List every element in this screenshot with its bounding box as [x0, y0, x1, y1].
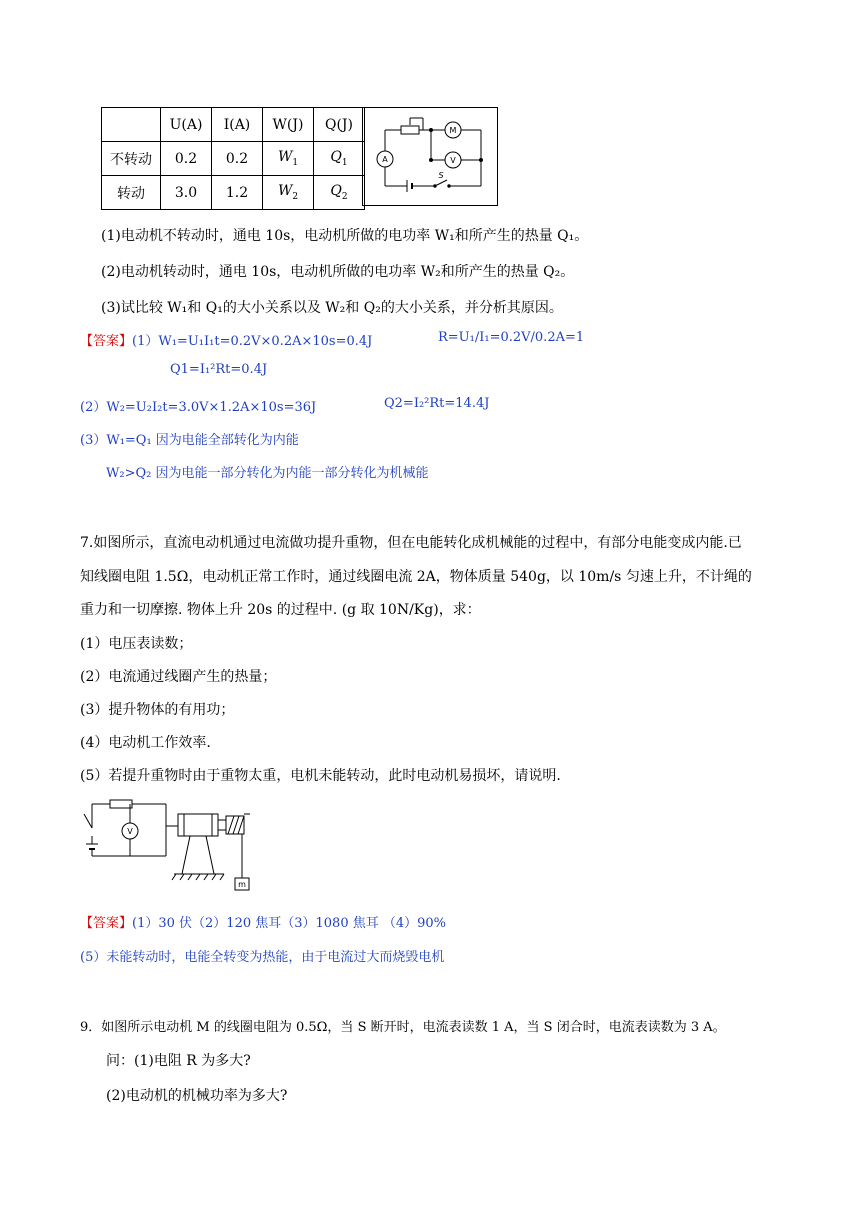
- q7-sub4: (4）电动机工作效率.: [80, 735, 211, 751]
- q7-sub3: (3）提升物体的有用功；: [80, 702, 235, 718]
- q7-sub1: (1）电压表读数；: [80, 636, 193, 652]
- q9-line2: 问：(1)电阻 R 为多大?: [106, 1053, 251, 1069]
- q7-line3: 重力和一切摩擦. 物体上升 20s 的过程中. (g 取 10N/Kg)，求：: [80, 602, 481, 618]
- answer6-a2q: Q2=I₂²Rt=14.4J: [384, 396, 490, 411]
- answer6-line1: [80, 330, 372, 349]
- cell-w: $W_1$: [263, 142, 314, 176]
- answer6-a3: (3）W₁=Q₁ 因为电能全部转化为内能: [80, 433, 299, 448]
- cell-i: 0.2: [212, 142, 263, 176]
- table-row: [102, 176, 365, 210]
- answer6-a4: W₂>Q₂ 因为电能一部分转化为内能一部分转化为机械能: [106, 466, 429, 481]
- table-header-i: I(A): [212, 108, 263, 142]
- table-header-q: Q(J): [314, 108, 365, 142]
- q6-part1: (1)电动机不转动时，通电 10s，电动机所做的电功率 W₁和所产生的热量 Q₁。: [101, 228, 589, 244]
- q6-part3: (3)试比较 W₁和 Q₁的大小关系以及 W₂和 Q₂的大小关系，并分析其原因。: [101, 300, 563, 316]
- circuit-1-svg: [363, 108, 497, 205]
- row-label: 转动: [102, 176, 161, 210]
- q7-line1: 7.如图所示，直流电动机通过电流做功提升重物，但在电能转化成机械能的过程中，有部分电能变成内能.已: [80, 535, 742, 551]
- table-header-u: U(A): [161, 108, 212, 142]
- data-table: [101, 107, 365, 210]
- table-header-empty: [102, 108, 161, 142]
- answer-tag: 【答案】: [80, 334, 133, 349]
- q7-sub2: (2）电流通过线圈产生的热量；: [80, 669, 277, 685]
- table-header-row: [102, 108, 365, 142]
- switch-label: S: [438, 171, 444, 180]
- voltmeter-label: V: [450, 156, 456, 165]
- circuit-2-svg: [78, 796, 258, 894]
- answer6-a1r: R=U₁/I₁=0.2V/0.2A=1: [438, 330, 585, 345]
- answer7-a1: (1）30 伏（2）120 焦耳（3）1080 焦耳 （4）90%: [132, 916, 447, 931]
- cell-i: 1.2: [212, 176, 263, 210]
- table-header-w: W(J): [263, 108, 314, 142]
- answer6-a1q: Q1=I₁²Rt=0.4J: [170, 362, 268, 377]
- q7-line2: 知线圈电阻 1.5Ω，电动机正常工作时，通过线圈电流 2A，物体质量 540g，以 10m/s 匀速上升，不计绳的: [80, 569, 752, 585]
- q9-line3: (2)电动机的机械功率为多大?: [106, 1088, 288, 1104]
- answer7-a2: (5）未能转动时，电能全转变为热能，由于电流过大而烧毁电机: [80, 950, 445, 965]
- answer-tag: 【答案】: [80, 916, 133, 931]
- answer6-a2: (2）W₂=U₂I₂t=3.0V×1.2A×10s=36J: [80, 400, 317, 415]
- cell-w: $W_2$: [263, 176, 314, 210]
- ammeter-label: A: [382, 155, 388, 164]
- table-row: [102, 142, 365, 176]
- cell-q: $Q_2$: [314, 176, 365, 210]
- cell-u: 0.2: [161, 142, 212, 176]
- row-label: 不转动: [102, 142, 161, 176]
- motor-label: M: [449, 126, 457, 135]
- mass-label: m: [238, 880, 246, 889]
- cell-q: $Q_1$: [314, 142, 365, 176]
- q6-part2: (2)电动机转动时，通电 10s，电动机所做的电功率 W₂和所产生的热量 Q₂。: [101, 264, 575, 280]
- circuit-diagram-2: [78, 796, 258, 894]
- answer6-a1: (1）W₁=U₁I₁t=0.2V×0.2A×10s=0.4J: [132, 334, 373, 349]
- circuit-diagram-1: [362, 107, 498, 206]
- q7-sub5: (5）若提升重物时由于重物太重，电机未能转动，此时电动机易损坏，请说明.: [80, 768, 561, 784]
- cell-u: 3.0: [161, 176, 212, 210]
- q9-line1: 9．如图所示电动机 M 的线圈电阻为 0.5Ω，当 S 断开时，电流表读数 1 A，当 S 闭合时，电流表读数为 3 A。: [80, 1020, 726, 1035]
- answer7-line1: [80, 912, 446, 931]
- voltmeter2-label: V: [127, 827, 133, 836]
